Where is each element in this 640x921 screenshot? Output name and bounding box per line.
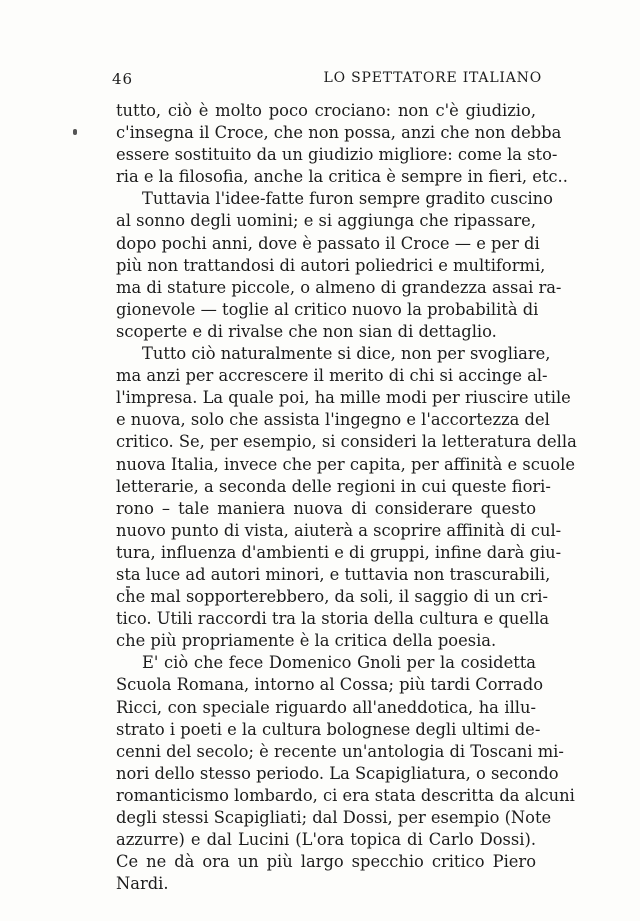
text-line: c'insegna il Croce, che non possa, anzi che non debba <box>116 123 562 143</box>
text-line: critico. Se, per esempio, si consideri la letteratura della <box>116 432 577 452</box>
text-line: E' ciò che fece Domenico Gnoli per la cosidetta <box>142 653 536 673</box>
text-line: ma anzi per accrescere il merito di chi si accinge al- <box>116 366 548 386</box>
running-head <box>112 70 542 90</box>
page-number: 46 <box>112 70 134 88</box>
text-line: scoperte e di rivalse che non sian di dettaglio. <box>116 321 497 341</box>
body-text <box>116 100 577 895</box>
text-line: Ricci, con speciale riguardo all'aneddotica, ha illu- <box>116 697 536 717</box>
text-line: Nardi. <box>116 874 169 894</box>
text-line: Tutto ciò naturalmente si dice, non per svogliare, <box>142 344 551 364</box>
text-line: letterarie, a seconda delle regioni in cui queste fiori- <box>116 476 551 496</box>
text-line: Tuttavia l'idee-fatte furon sempre gradito cuscino <box>142 189 553 209</box>
text-line: essere sostituito da un giudizio migliore: come la sto- <box>116 145 558 165</box>
journal-title: LO SPETTATORE ITALIANO <box>323 70 542 86</box>
text-line: sta luce ad autori minori, e tuttavia non trascurabili, <box>116 564 551 584</box>
text-line: rono – tale maniera nuova di considerare questo <box>116 498 536 518</box>
text-line: Scuola Romana, intorno al Cossa; più tardi Corrado <box>116 675 543 695</box>
text-line: gionevole — toglie al critico nuovo la probabilità di <box>116 299 539 319</box>
text-line: nuova Italia, invece che per capita, per affinità e scuole <box>116 454 575 474</box>
text-line: ria e la filosofia, anche la critica è sempre in fieri, etc.. <box>116 167 568 187</box>
text-line: azzurre) e dal Lucini (L'ora topica di Carlo Dossi). <box>116 830 536 850</box>
text-line: degli stessi Scapigliati; dal Dossi, per esempio (Note <box>116 808 552 827</box>
margin-speck <box>73 129 77 135</box>
text-line: che più propriamente è la critica della poesia. <box>116 631 497 651</box>
text-line: Ce ne dà ora un più largo specchio critico Piero <box>116 852 536 872</box>
text-line: strato i poeti e la cultura bolognese degli ultimi de- <box>116 719 541 739</box>
text-line: tutto, ciò è molto poco crociano: non c'è giudizio, <box>116 101 536 120</box>
text-line: più non trattandosi di autori poliedrici e multiformi, <box>116 255 546 275</box>
text-line: nuovo punto di vista, aiuterà a scoprire affinità di cul- <box>116 520 562 540</box>
text-line: l'impresa. La quale poi, ha mille modi per riuscire utile <box>116 388 571 408</box>
text-line: al sonno degli uomini; e si aggiunga che ripassare, <box>116 211 536 231</box>
text-line: dopo pochi anni, dove è passato il Croce — e per di <box>116 233 540 253</box>
text-line: tico. Utili raccordi tra la storia della cultura e quella <box>116 609 550 629</box>
text-line: e nuova, solo che assista l'ingegno e l'accortezza del <box>116 410 550 430</box>
text-line: che mal sopporterebbero, da soli, il saggio di un cri- <box>116 587 549 607</box>
text-line: tura, influenza d'ambienti e di gruppi, infine darà giu- <box>116 542 562 562</box>
text-line: nori dello stesso periodo. La Scapigliatura, o secondo <box>116 763 559 783</box>
text-line: ma di stature piccole, o almeno di grandezza assai ra- <box>116 277 562 297</box>
text-line: cenni del secolo; è recente un'antologia di Toscani mi- <box>116 741 564 761</box>
text-line: romanticismo lombardo, ci era stata descritta da alcuni <box>116 785 575 805</box>
